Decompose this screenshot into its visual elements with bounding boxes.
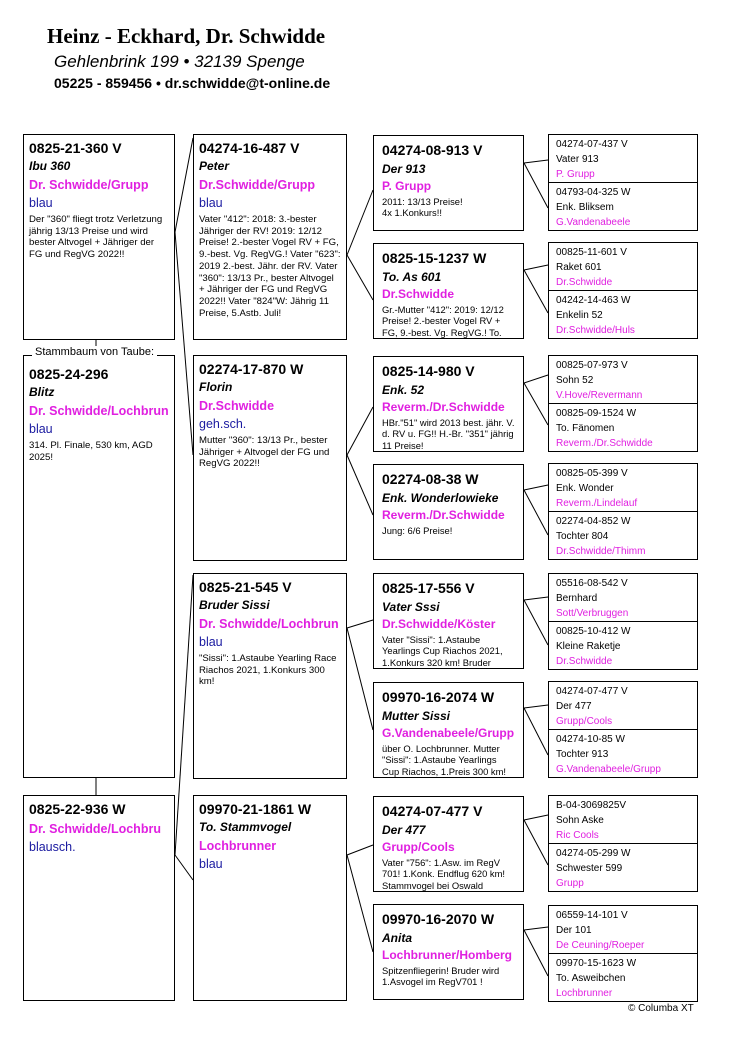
owner-name: Sott/Verbruggen xyxy=(556,608,629,619)
ancestor-card-gen4-10 xyxy=(548,621,698,670)
owner-name: De Ceuning/Roeper xyxy=(556,940,645,951)
owner-name: V.Hove/Revermann xyxy=(556,390,643,401)
ring-number: 04274-16-487 V xyxy=(199,140,300,156)
owner-name: Dr.Schwidde xyxy=(382,287,455,301)
ring-number: 04274-07-437 V xyxy=(556,139,628,150)
ancestor-card-gen4-2 xyxy=(548,182,698,231)
ancestor-card-gen3-3 xyxy=(373,356,524,452)
pigeon-description: 2011: 13/13 Preise! 4x 1.Konkurs!! xyxy=(382,196,463,219)
pigeon-description: über O. Lochbrunner. Mutter "Sissi": 1.Astaube Yearlings Cup Riachos, 1.Preis 300 km! xyxy=(382,743,507,777)
subject-card xyxy=(23,355,175,778)
ring-number: 09970-16-2074 W xyxy=(382,689,495,705)
ancestor-card-gen4-5 xyxy=(548,355,698,404)
ring-number: 04242-14-463 W xyxy=(556,295,631,306)
ring-number: 0825-21-545 V xyxy=(199,579,292,595)
father-card xyxy=(23,134,175,340)
pigeon-description: "Sissi": 1.Astaube Yearling Race Riachos 2021, 1.Konkurs 300 km! xyxy=(199,653,337,688)
pigeon-description: 314. Pl. Finale, 530 km, AGD 2025! xyxy=(29,440,153,463)
pigeon-description: Jung: 6/6 Preise! xyxy=(382,525,453,536)
owner-name: Dr. Schwidde/Lochbrun xyxy=(29,404,169,418)
pigeon-name: Blitz xyxy=(29,385,55,399)
pigeon-name: To. Stammvogel xyxy=(199,820,292,834)
pigeon-name: Vater 913 xyxy=(556,154,599,165)
ring-number: 04274-05-299 W xyxy=(556,848,631,859)
ancestor-card-gen3-4 xyxy=(373,464,524,560)
pigeon-color: blau xyxy=(29,196,53,210)
pigeon-description: Vater "756": 1.Asw. im RegV 701! 1.Konk. Endflug 620 km! Stammvogel bei Oswald xyxy=(382,857,505,891)
pigeon-description: HBr."51" wird 2013 best. jähr. V. d. RV u. FG!! H.-Br. "351" jährig 11 Preise! xyxy=(382,417,515,451)
pigeon-name: Enk. Bliksem xyxy=(556,202,614,213)
ancestor-card-gen4-6 xyxy=(548,403,698,452)
owner-name: Dr.Schwidde xyxy=(556,277,613,288)
pigeon-description: Vater "412": 2018: 3.-bester Jähriger der RV! 2019: 12/12 Preise! 2.-bester Vogel RV + FG, 9.-best. Vg. RegVG.! Vater "623": 2019 2.-best. Jähr. der RV. Vater "360": 13/13 Pr., bester Altvogel + Jähriger der FG und RegVG 2022!! Vater "824"W: Jährig 11 Preise, 5.Astb. Juli! xyxy=(199,214,341,319)
owner-name: Grupp xyxy=(556,878,584,889)
owner-name: G.Vandenabeele/Grupp xyxy=(556,764,661,775)
pigeon-color: blau xyxy=(199,857,223,871)
owner-name: Lochbrunner xyxy=(556,988,613,999)
breeder-address: Gehlenbrink 199 • 32139 Spenge xyxy=(54,52,305,71)
ring-number: 00825-09-1524 W xyxy=(556,408,637,419)
pigeon-name: Tochter 913 xyxy=(556,749,609,760)
ancestor-card-gen4-12 xyxy=(548,729,698,778)
ancestor-card-gen3-1 xyxy=(373,135,524,231)
ancestor-card-gen4-7 xyxy=(548,463,698,512)
owner-name: Lochbrunner xyxy=(199,839,277,853)
pigeon-color: blau xyxy=(29,422,53,436)
owner-name: P. Grupp xyxy=(556,169,595,180)
ancestor-card-gen4-4 xyxy=(548,290,698,339)
ring-number: 00825-07-973 V xyxy=(556,360,628,371)
ring-number: 09970-16-2070 W xyxy=(382,911,495,927)
ancestor-card-gen4-15 xyxy=(548,905,698,954)
owner-name: Dr.Schwidde/Thimm xyxy=(556,546,646,557)
pigeon-name: To. As 601 xyxy=(382,270,442,284)
pigeon-name: Der 477 xyxy=(556,701,592,712)
owner-name: Dr.Schwidde/Grupp xyxy=(199,178,315,192)
owner-name: G.Vandenabeele xyxy=(556,217,631,228)
pigeon-name: Ibu 360 xyxy=(29,159,71,173)
pigeon-name: Der 913 xyxy=(382,162,426,176)
pigeon-name: Der 101 xyxy=(556,925,592,936)
ring-number: 04274-07-477 V xyxy=(382,803,483,819)
ancestor-card-gen4-1 xyxy=(548,134,698,183)
ring-number: 0825-21-360 V xyxy=(29,140,122,156)
ring-number: 04793-04-325 W xyxy=(556,187,631,198)
ring-number: 05516-08-542 V xyxy=(556,578,628,589)
ring-number: 0825-24-296 xyxy=(29,366,109,382)
pigeon-name: Enkelin 52 xyxy=(556,310,603,321)
pigeon-name: Enk. Wonder xyxy=(556,483,614,494)
ancestor-card-gen3-6 xyxy=(373,682,524,778)
pigeon-color: geh.sch. xyxy=(199,417,247,431)
ancestor-card-gen3-8 xyxy=(373,904,524,1000)
ring-number: 0825-17-556 V xyxy=(382,580,475,596)
ancestor-card-gen4-9 xyxy=(548,573,698,622)
owner-name: Ric Cools xyxy=(556,830,599,841)
owner-name: P. Grupp xyxy=(382,179,432,193)
owner-name: Dr. Schwidde/Lochbru xyxy=(29,822,161,836)
pigeon-description: Vater "Sissi": 1.Astaube Yearlings Cup Riachos 2021, 1.Konkurs 320 km! Bruder xyxy=(382,634,503,668)
grandparent-card-4 xyxy=(193,795,347,1001)
ancestor-card-gen4-16 xyxy=(548,953,698,1002)
ancestor-card-gen3-5 xyxy=(373,573,524,669)
owner-name: Dr.Schwidde xyxy=(556,656,613,667)
ring-number: 0825-22-936 W xyxy=(29,801,126,817)
ancestor-card-gen4-8 xyxy=(548,511,698,560)
ancestor-card-gen4-14 xyxy=(548,843,698,892)
pigeon-name: Bernhard xyxy=(556,593,598,604)
owner-name: Reverm./Dr.Schwidde xyxy=(382,508,505,522)
owner-name: Grupp/Cools xyxy=(556,716,613,727)
owner-name: Reverm./Dr.Schwidde xyxy=(382,400,505,414)
owner-name: Reverm./Lindelauf xyxy=(556,498,638,509)
ring-number: 06559-14-101 V xyxy=(556,910,628,921)
ring-number: 04274-07-477 V xyxy=(556,686,628,697)
mother-card xyxy=(23,795,175,1001)
pigeon-name: To. Fänomen xyxy=(556,423,615,434)
ring-number: 09970-15-1623 W xyxy=(556,958,637,969)
pigeon-name: Florin xyxy=(199,380,233,394)
pigeon-name: Tochter 804 xyxy=(556,531,609,542)
copyright-notice: © Columba XT xyxy=(628,1003,694,1014)
ring-number: 09970-21-1861 W xyxy=(199,801,312,817)
ring-number: 00825-05-399 V xyxy=(556,468,628,479)
pigeon-name: Anita xyxy=(382,931,412,945)
ring-number: 04274-08-913 V xyxy=(382,142,483,158)
pigeon-name: Enk. Wonderlowieke xyxy=(382,491,499,505)
pigeon-name: Sohn 52 xyxy=(556,375,594,386)
breeder-name: Heinz - Eckhard, Dr. Schwidde xyxy=(47,24,326,48)
ring-number: 02274-04-852 W xyxy=(556,516,631,527)
ancestor-card-gen3-7 xyxy=(373,796,524,892)
pigeon-name: Kleine Raketje xyxy=(556,641,621,652)
ancestor-card-gen4-11 xyxy=(548,681,698,730)
pigeon-name: To. Asweibchen xyxy=(556,973,626,984)
ring-number: B-04-3069825V xyxy=(556,800,627,811)
owner-name: Dr. Schwidde/Lochbrun xyxy=(199,617,339,631)
grandparent-card-1 xyxy=(193,134,347,340)
pigeon-description: Der "360" fliegt trotz Verletzung jährig 13/13 Preise und wird bester Altvogel + Jähriger der FG und RegVG 2022!! xyxy=(29,214,163,261)
ring-number: 0825-15-1237 W xyxy=(382,250,487,266)
owner-name: G.Vandenabeele/Grupp xyxy=(382,726,515,740)
pigeon-name: Schwester 599 xyxy=(556,863,623,874)
pigeon-name: Vater Sssi xyxy=(382,600,440,614)
pigeon-color: blausch. xyxy=(29,840,76,854)
pigeon-name: Raket 601 xyxy=(556,262,602,273)
pigeon-name: Enk. 52 xyxy=(382,383,425,397)
pigeon-description: Mutter "360": 13/13 Pr., bester Jähriger + Altvogel der FG und RegVG 2022!! xyxy=(199,435,330,470)
owner-name: Dr. Schwidde/Grupp xyxy=(29,178,149,192)
ring-number: 02274-08-38 W xyxy=(382,471,479,487)
pigeon-description: Spitzenfliegerin! Bruder wird 1.Asvogel im RegV701 ! xyxy=(382,965,500,988)
owner-name: Dr.Schwidde xyxy=(199,399,275,413)
pigeon-name: Sohn Aske xyxy=(556,815,604,826)
pigeon-description: Gr.-Mutter "412": 2019: 12/12 Preise! 2.-bester Vogel RV + FG, 9.-best. Vg. RegVG.! To. xyxy=(382,304,504,338)
ring-number: 02274-17-870 W xyxy=(199,361,304,377)
ring-number: 00825-10-412 W xyxy=(556,626,631,637)
ancestor-card-gen3-2 xyxy=(373,243,524,339)
pigeon-name: Bruder Sissi xyxy=(199,598,270,612)
owner-name: Dr.Schwidde/Köster xyxy=(382,617,496,631)
ring-number: 0825-14-980 V xyxy=(382,363,475,379)
grandparent-card-3 xyxy=(193,573,347,779)
pigeon-color: blau xyxy=(199,635,223,649)
ring-number: 04274-10-85 W xyxy=(556,734,625,745)
ring-number: 00825-11-601 V xyxy=(556,247,627,258)
pigeon-color: blau xyxy=(199,196,223,210)
pigeon-name: Mutter Sissi xyxy=(382,709,451,723)
pedigree-legend: Stammbaum von Taube: xyxy=(32,346,157,358)
owner-name: Dr.Schwidde/Huls xyxy=(556,325,635,336)
pigeon-name: Peter xyxy=(199,159,230,173)
owner-name: Lochbrunner/Homberg xyxy=(382,948,513,962)
breeder-contact: 05225 - 859456 • dr.schwidde@t-online.de xyxy=(54,75,331,91)
ancestor-card-gen4-13 xyxy=(548,795,698,844)
ancestor-card-gen4-3 xyxy=(548,242,698,291)
owner-name: Grupp/Cools xyxy=(382,840,455,854)
grandparent-card-2 xyxy=(193,355,347,561)
owner-name: Reverm./Dr.Schwidde xyxy=(556,438,653,449)
pigeon-name: Der 477 xyxy=(382,823,426,837)
